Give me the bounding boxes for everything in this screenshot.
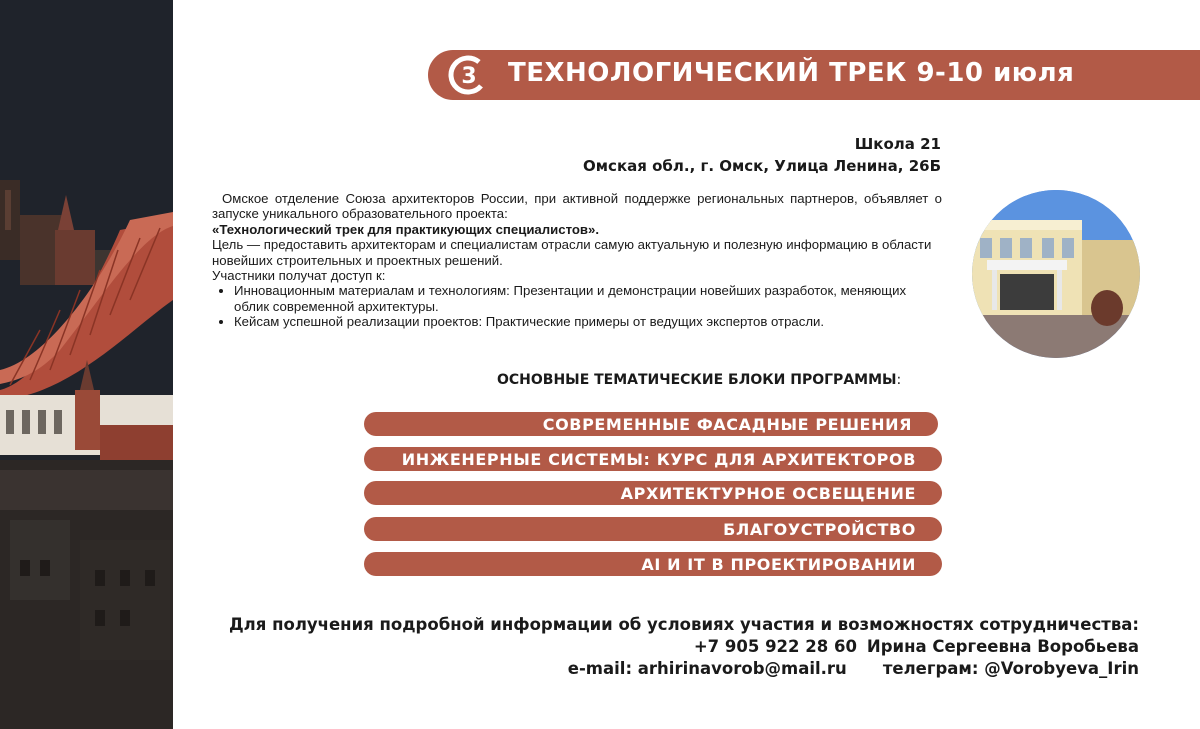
program-block: АРХИТЕКТУРНОЕ ОСВЕЩЕНИЕ [364,481,942,505]
event-address [583,133,941,177]
phone-line [229,636,1139,658]
intro-text: Омское отделение Союза архитекторов России, при активной поддержке региональных партнеров, объявляет о запуске уникального образовательного проекта: [212,191,942,222]
venue-location: Омская обл., г. Омск, Улица Ленина, 26Б [583,157,941,175]
contact-person: Ирина Сергеевна Воробьева [866,637,1139,656]
access-list [212,283,942,329]
header-banner [428,50,1200,100]
program-heading [497,372,901,388]
program-block: AI И IT В ПРОЕКТИРОВАНИИ [364,552,942,576]
access-label: Участники получат доступ к: [212,268,386,284]
program-block: БЛАГОУСТРОЙСТВО [364,517,942,541]
program-block: ИНЖЕНЕРНЫЕ СИСТЕМЫ: КУРС ДЛЯ АРХИТЕКТОРОВ [364,447,942,471]
event-description [212,191,942,330]
list-item: • Кейсам успешной реализации проектов: Практические примеры от ведущих экспертов отрасли. [234,314,942,329]
phone-number[interactable]: +7 905 922 28 60 [693,637,857,656]
online-contacts [229,658,1139,680]
program-block: СОВРЕМЕННЫЕ ФАСАДНЫЕ РЕШЕНИЯ [364,412,938,436]
list-item: • Инновационным материалам и технологиям: Презентации и демонстрации новейших разработок, меняющих облик современной архитектуры. [234,283,942,314]
goal-text: Цель — предоставить архитекторам и специалистам отрасли самую актуальную и полезную информацию в области новейших строительных и проектных решений. [212,237,932,268]
svg-text:3: 3 [461,64,477,89]
theatre-photo [0,0,173,729]
venue-name: Школа 21 [854,135,941,153]
program-heading-colon: : [896,372,902,388]
school-building-photo [972,190,1140,358]
program-heading-text: ОСНОВНЫЕ ТЕМАТИЧЕСКИЕ БЛОКИ ПРОГРАММЫ [497,372,897,388]
contacts-info: Для получения подробной информации об условиях участия и возможностях сотрудничества: [228,615,1139,634]
event-title: ТЕХНОЛОГИЧЕСКИЙ ТРЕК 9-10 июля [508,58,1075,88]
email-link[interactable]: e-mail: arhirinavorob@mail.ru [567,659,847,678]
telegram-link[interactable]: телеграм: @Vorobyeva_Irin [882,659,1139,678]
contacts-block [229,614,1139,680]
project-name: «Технологический трек для практикующих специалистов». [212,221,600,237]
union-logo-icon [448,55,488,95]
